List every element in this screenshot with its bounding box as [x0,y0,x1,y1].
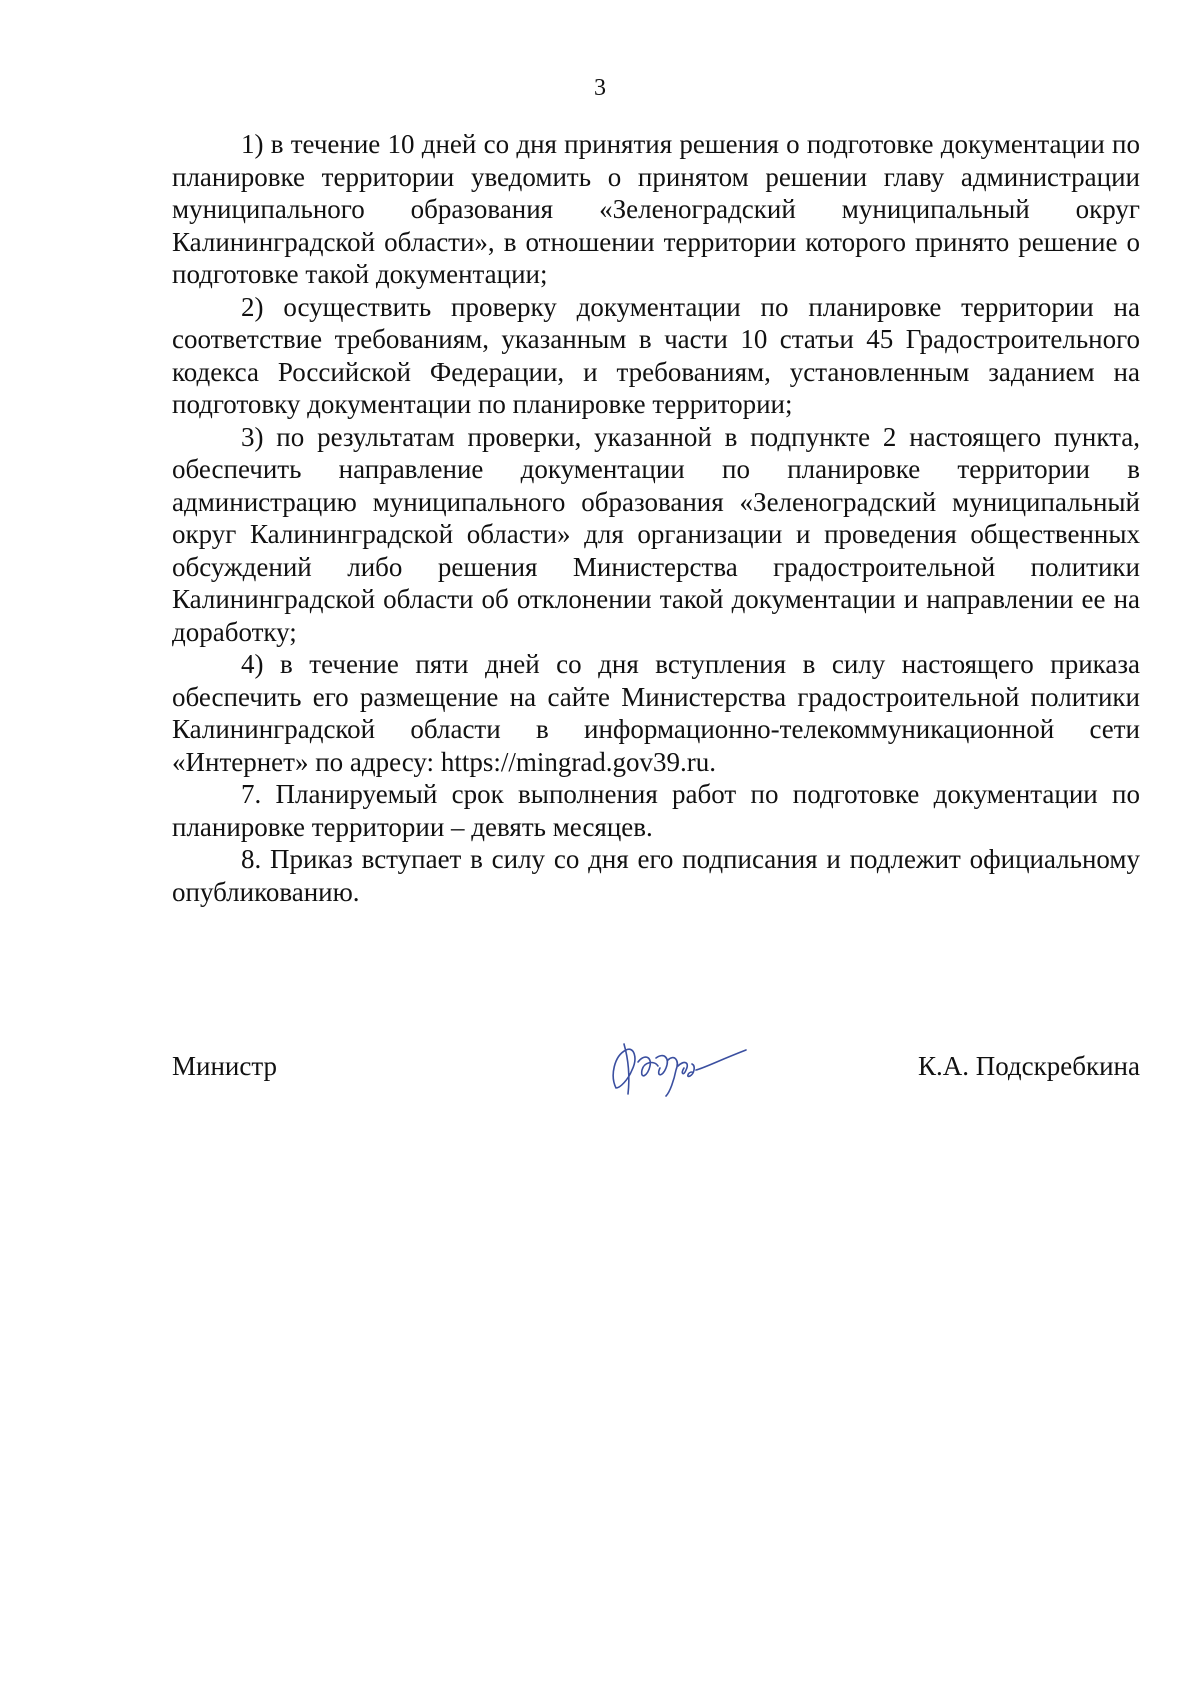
paragraph-point-8: 8. Приказ вступает в силу со дня его подписания и подлежит официальному опубликованию. [172,844,1140,907]
handwritten-signature-icon [604,1036,754,1098]
paragraph-item-4: 4) в течение пяти дней со дня вступления в силу настоящего приказа обеспечить его размещение на сайте Министерства градостроительной политики Калининградской области в информационно-телекоммуникационной сети «Интернет» по адресу: https://mingrad.gov39.ru. [172,649,1140,777]
paragraph-item-2: 2) осуществить проверку документации по планировке территории на соответствие требованиям, указанным в части 10 статьи 45 Градостроительного кодекса Российской Федерации, и требованиям, установленным заданием на подготовку документации по планировке территории; [172,291,1140,419]
signatory-name: К.А. Подскребкина [917,1051,1140,1081]
signature-block [172,1036,1140,1096]
paragraph-item-1: 1) в течение 10 дней со дня принятия решения о подготовке документации по планировке территории уведомить о принятом решении главу администрации муниципального образования «Зеленоградский муниципальный округ Калининградской области», в отношении территории которого принято решение о подготовке такой документации; [172,129,1140,289]
page-number: 3 [594,75,606,101]
paragraph-point-7: 7. Планируемый срок выполнения работ по подготовке документации по планировке территории – девять месяцев. [172,779,1140,842]
signatory-title: Министр [172,1051,277,1081]
document-body [172,128,1140,908]
paragraph-item-3: 3) по результатам проверки, указанной в подпункте 2 настоящего пункта, обеспечить направление документации по планировке территории в администрацию муниципального образования «Зеленоградский муниципальный округ Калининградской области» для организации и проведения общественных обсуждений либо решения Министерства градостроительной политики Калининградской области об отклонении такой документации и направлении ее на доработку; [172,421,1140,647]
